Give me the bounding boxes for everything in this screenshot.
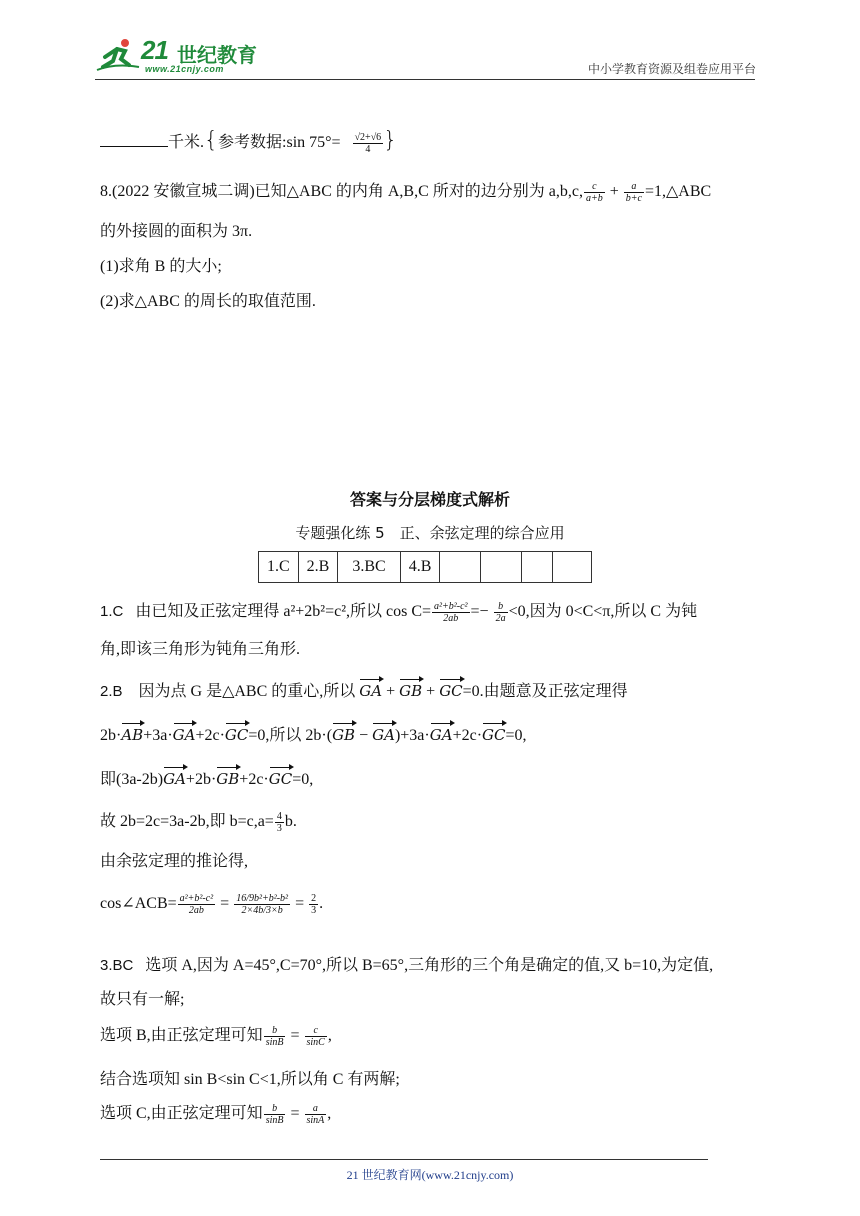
s3-frac-a-sinA: $\frac{a}{\sin A}$: [306, 1102, 325, 1126]
s3-frac-b-sinB: $\frac{b}{\sin B}$: [265, 1024, 284, 1048]
footer-text: 21 世纪教育网(www.21cnjy.com): [346, 1168, 514, 1182]
answers-title: 答案与分层梯度式解析: [349, 490, 510, 509]
s2-frac-result: $\frac{2}{3}$: [311, 893, 317, 916]
logo-number: 21: [141, 35, 168, 65]
answers-subtitle: 专题强化练 5 正、余弦定理的综合应用: [295, 524, 565, 542]
s3-line1: 3.BC 选项 A,因为 A=45°,C=70°,所以 B=65°,三角形的三个角是确定的值,又 b=10,为定值,: [100, 957, 714, 974]
s3-tag: 3.BC: [100, 957, 134, 974]
q8-part2: (2)求△ABC 的周长的取值范围.: [100, 293, 316, 310]
s2-line3: 即(3a-2b)GA+2b·GB+2c·GC=0,: [100, 770, 314, 788]
s2-line5: 由余弦定理的推论得,: [100, 853, 249, 870]
s2-frac-sub: $\frac{\text{16/9b²+b²-b²}}{2\times 4b/3\times b}$: [236, 893, 289, 916]
s2-line6: cos∠ACB= $\frac{\text{a²+b²-c²}}{2ab}$ = $\frac{\text{16/9b²+b²-b²}}{2\times 4b/3\times b}$ = $\frac{2}{3}$ .: [100, 893, 324, 916]
answer-cell: [553, 552, 592, 583]
answer-cell: [522, 552, 553, 583]
answer-table: [258, 551, 592, 583]
header-divider: [95, 79, 755, 80]
answer-cell: 2.B: [298, 552, 338, 583]
header-slogan: 中小学教育资源及组卷应用平台: [587, 62, 756, 76]
s3-frac-c-sinC: $\frac{c}{\sin C}$: [306, 1024, 325, 1048]
s2-line1: 2.B 因为点 G 是△ABC 的重心,所以 GA + GB + GC=0.由题意及正弦定理得: [100, 682, 628, 700]
s3-line3: 选项 B,由正弦定理可知 $\frac{b}{\sin B}$ = $\frac{c}{\sin C}$ ,: [100, 1024, 332, 1048]
s3-frac-b-sinB-2: $\frac{b}{\sin B}$: [265, 1102, 284, 1126]
answer-cell: [440, 552, 481, 583]
answer-cell: [481, 552, 522, 583]
q8-frac1: $\frac{c}{a+b}$: [585, 180, 603, 204]
s2-frac-4-3: $\frac{4}{3}$: [276, 810, 282, 834]
q7-answer-line: [100, 128, 397, 155]
q8-line1: 8.(2022 安徽宣城二调)已知△ABC 的内角 A,B,C 所对的边分别为 a,b,c, $\frac{c}{a+b}$ + $\frac{a}{b+c}$ =1,△ABC: [100, 180, 712, 204]
s3-line2: 故只有一解;: [100, 991, 185, 1008]
s2-tag: 2.B: [100, 683, 123, 700]
footer-divider: [100, 1159, 708, 1160]
s1-frac1: $\frac{\text{a²+b²-c²}}{2ab}$: [434, 600, 468, 624]
s1-line2: 角,即该三角形为钝角三角形.: [100, 641, 301, 658]
s1-frac2: $\frac{b}{2a}$: [495, 600, 506, 624]
s1-tag: 1.C: [100, 603, 124, 620]
right-brace: }: [383, 128, 398, 153]
q7-fraction: $\frac{√2+√6}{4}$: [354, 131, 382, 155]
logo-url: www.21cnjy.com: [145, 64, 224, 74]
q8-frac2: $\frac{a}{b+c}$: [625, 180, 642, 204]
q7-unit: 千米.: [168, 134, 205, 151]
answer-blank: [100, 132, 168, 147]
s3-line5: 选项 C,由正弦定理可知 $\frac{b}{\sin B}$ = $\frac{a}{\sin A}$ ,: [100, 1102, 332, 1126]
q8-part1: (1)求角 B 的大小;: [100, 258, 222, 275]
site-logo: [95, 33, 265, 78]
s1-line1: 1.C 由已知及正弦定理得 a²+2b²=c²,所以 cos C= $\frac{\text{a²+b²-c²}}{2ab}$ =− $\frac{b}{2a}$ <0,因为 0<C<π,所以 C 为钝: [100, 600, 698, 624]
s2-line2: 2b·AB+3a·GA+2c·GC=0,所以 2b·(GB − GA)+3a·GA+2c·GC=0,: [100, 726, 527, 744]
s3-line4: 结合选项知 sin B<sin C<1,所以角 C 有两解;: [100, 1071, 400, 1088]
answer-cell: 1.C: [259, 552, 299, 583]
left-brace: {: [204, 128, 219, 153]
q8-line2: 的外接圆的面积为 3π.: [100, 223, 253, 240]
s2-line4: 故 2b=2c=3a-2b,即 b=c,a= $\frac{4}{3}$ b.: [100, 810, 297, 834]
s2-frac-cos: $\frac{\text{a²+b²-c²}}{2ab}$: [179, 893, 214, 916]
logo-text: 世纪教育: [177, 43, 257, 67]
answer-cell: 4.B: [400, 552, 440, 583]
answer-cell: 3.BC: [338, 552, 400, 583]
q7-reference: 参考数据:sin 75°=: [218, 134, 341, 151]
runner-icon: [95, 37, 141, 73]
